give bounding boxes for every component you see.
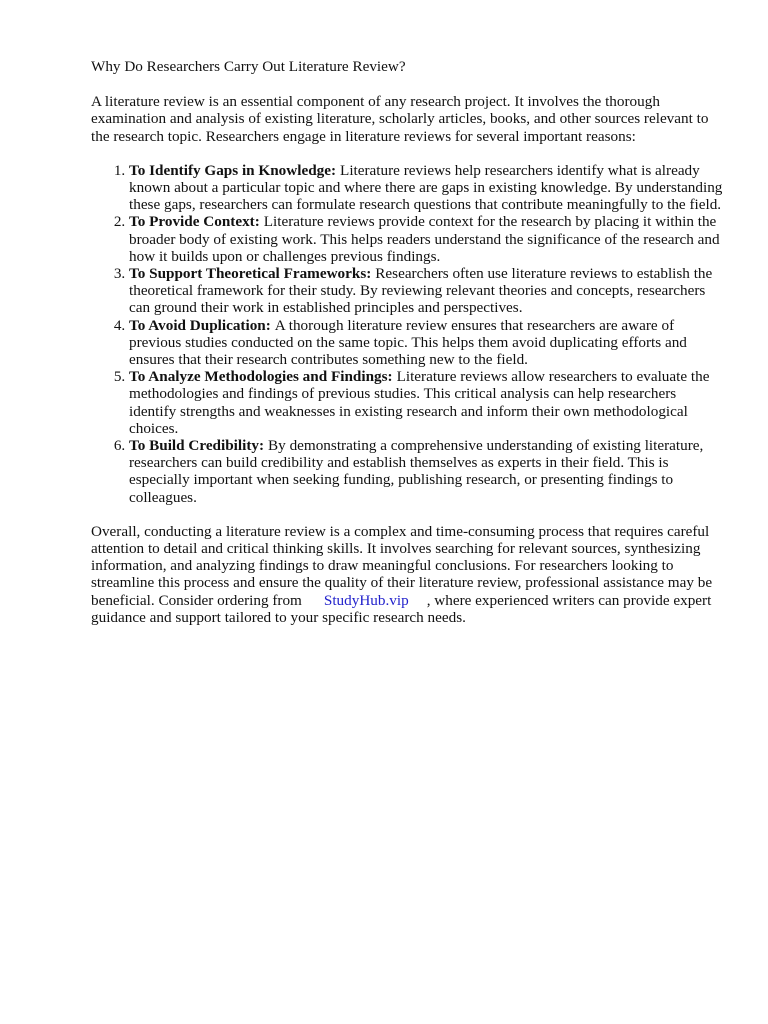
list-item-text: By demonstrating a comprehensive understanding of existing literature, researchers can build credibility and establish themselves as experts in their field. This is especially important when seeking funding, publishing research, or presenting findings to colleagues. [129, 437, 704, 506]
list-item-heading: To Build Credibility: [129, 437, 265, 455]
list-item [129, 265, 727, 317]
list-item [129, 368, 727, 437]
intro-paragraph: A literature review is an essential component of any research project. It involves the thorough examination and analysis of existing literature, scholarly articles, books, and other sources relevant to the research topic. Researchers engage in literature reviews for several important reasons: [91, 93, 709, 145]
list-item [129, 213, 727, 265]
list-item-text: Literature reviews allow researchers to evaluate the methodologies and findings of previous studies. This critical analysis can help researchers identify strengths and weaknesses in existing research and inform their own methodological choices. [129, 368, 710, 437]
conclusion-text-before-link: Overall, conducting a literature review is a complex and time-consuming process that requires careful attention to detail and critical thinking skills. It involves searching for relevant sources, synthesizing information, and analyzing findings to draw meaningful conclusions. For researchers looking to streamline this process and ensure the quality of their literature review, professional assistance may be beneficial. Consider ordering from [91, 522, 713, 609]
conclusion-text-after-link: , where experienced writers can provide expert guidance and support tailored to your specific research needs. [91, 591, 712, 626]
reasons-list [91, 162, 727, 506]
list-item-text: A thorough literature review ensures that researchers are aware of previous studies conducted on the same topic. This helps them avoid duplicating efforts and ensures that their research contributes something new to the field. [129, 316, 687, 369]
list-item [129, 317, 727, 369]
studyhub-link[interactable]: StudyHub.vip [323, 591, 409, 609]
list-item-text: Literature reviews provide context for the research by placing it within the broader body of existing work. This helps readers understand the significance of the research and how it builds upon or challenges previous findings. [129, 213, 720, 265]
list-item-heading: To Provide Context: [129, 213, 260, 231]
conclusion-paragraph [91, 523, 727, 626]
list-item-heading: To Identify Gaps in Knowledge: [129, 161, 337, 179]
list-item [129, 437, 727, 506]
list-item [129, 162, 727, 214]
document-page [91, 58, 727, 626]
list-item-heading: To Avoid Duplication: [129, 316, 271, 334]
list-item-heading: To Support Theoretical Frameworks: [129, 265, 372, 283]
list-item-text: Literature reviews help researchers identify what is already known about a particular topic and where there are gaps in existing knowledge. By understanding these gaps, researchers can formulate research questions that contribute meaningfully to the field. [129, 161, 723, 214]
list-item-heading: To Analyze Methodologies and Findings: [129, 368, 393, 386]
list-item-text: Researchers often use literature reviews to establish the theoretical framework for their study. By reviewing relevant theories and concepts, researchers can ground their work in established principles and perspectives. [129, 265, 713, 317]
document-title: Why Do Researchers Carry Out Literature Review? [91, 58, 406, 75]
